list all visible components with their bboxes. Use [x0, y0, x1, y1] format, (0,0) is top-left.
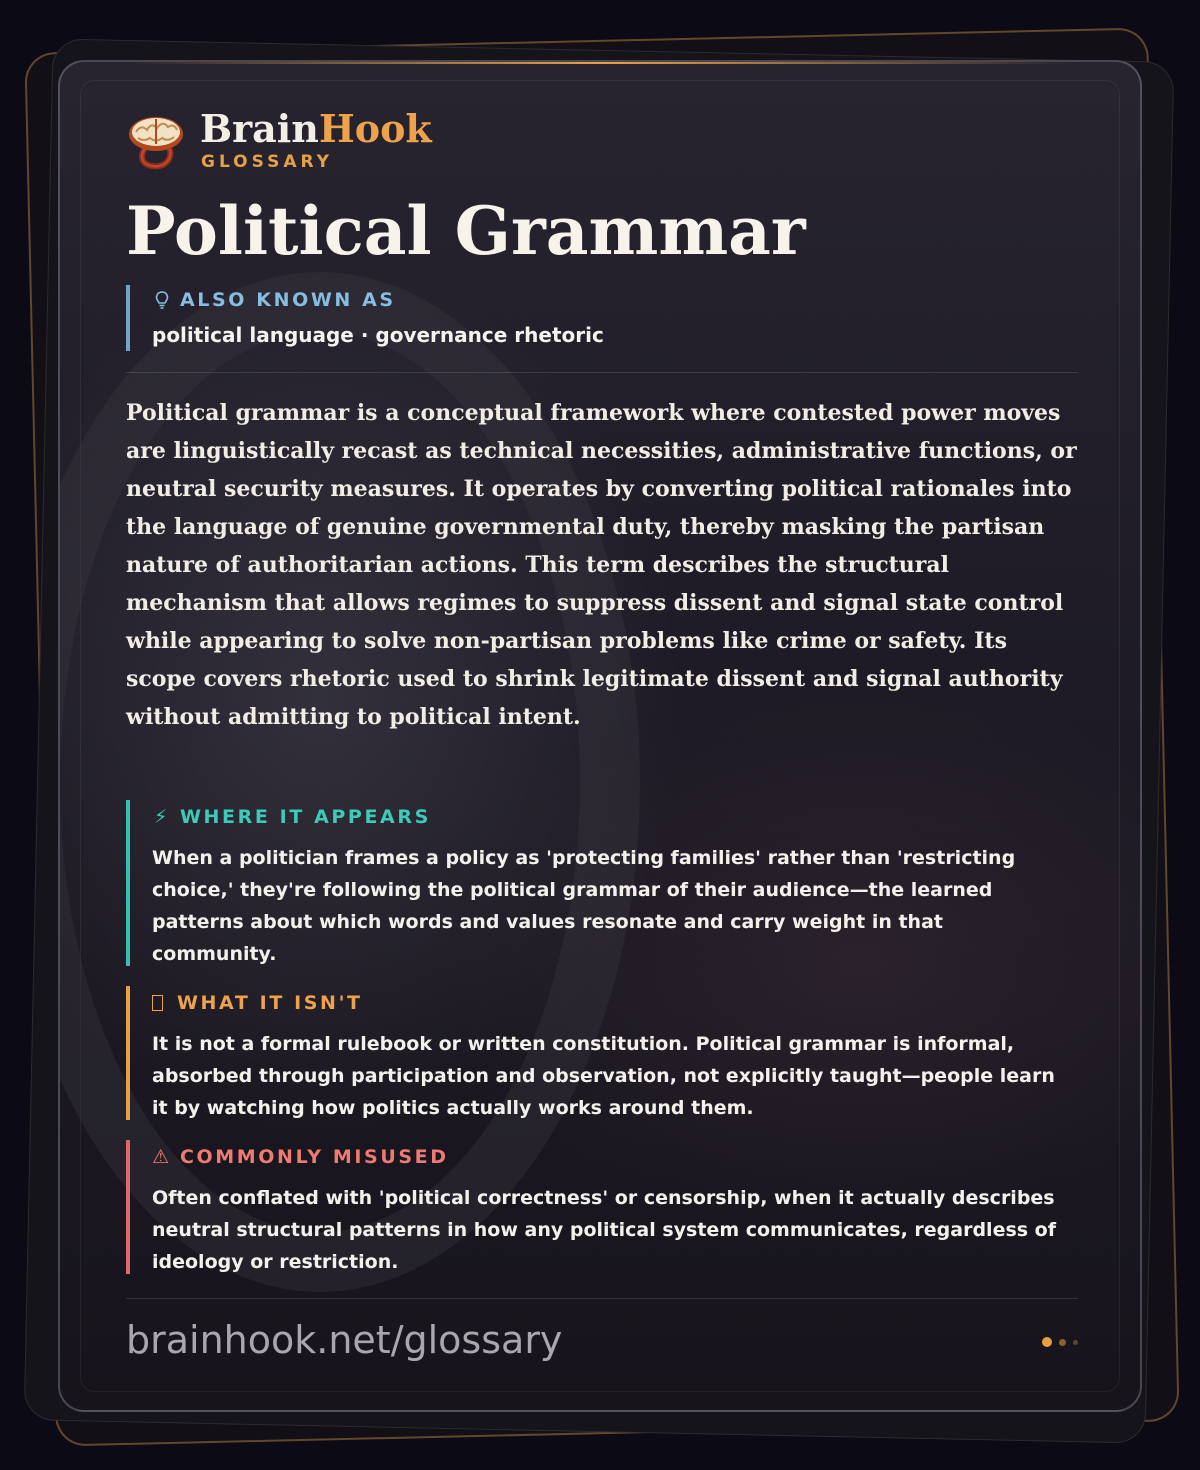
brand-name: [200, 106, 432, 151]
brand-name-hook: Hook: [318, 106, 432, 151]
where-it-appears-heading-row: [152, 806, 1072, 828]
brand-name-brain: Brain: [200, 106, 319, 151]
lightbulb-icon: [152, 290, 172, 310]
also-known-as-text: political language · governance rhetoric: [152, 323, 604, 347]
missing-glyph-icon: [152, 995, 163, 1011]
what-it-isnt-heading-row: [152, 992, 1072, 1014]
lightning-icon: ⚡: [154, 806, 170, 828]
what-it-isnt-section: [126, 986, 1072, 1120]
commonly-misused-text: Often conflated with 'political correctness' or censorship, when it actually describes neutral structural patterns in how any political system communicates, regardless of ideology or restriction.: [152, 1187, 1057, 1273]
card-top-accent: [130, 62, 1070, 64]
warning-icon: ⚠: [152, 1146, 172, 1168]
commonly-misused-heading-row: [152, 1146, 1072, 1168]
definition-text: Political grammar is a conceptual framework where contested power moves are linguistically recast as technical necessities, administrative functions, or neutral security measures. It operates by converting political rationales into the language of genuine governmental duty, thereby masking the partisan nature of authoritarian actions. This term describes the structural mechanism that allows regimes to suppress dissent and signal state control while appearing to solve non-partisan problems like crime or safety. Its scope covers rhetoric used to shrink legitimate dissent and signal authority without admitting to political intent.: [126, 400, 1077, 730]
dot-active: [1042, 1337, 1052, 1347]
commonly-misused-heading: COMMONLY MISUSED: [180, 1146, 449, 1168]
what-it-isnt-text: It is not a formal rulebook or written constitution. Political grammar is informal, absorbed through participation and observation, not explicitly taught—people learn it by watching how politics actually works around them.: [152, 1033, 1055, 1119]
brain-hook-logo-icon: [126, 110, 186, 170]
glossary-card: [58, 60, 1142, 1412]
also-known-as-heading: ALSO KNOWN AS: [180, 289, 396, 311]
term-title: Political Grammar: [126, 192, 806, 270]
where-it-appears-section: [126, 800, 1072, 966]
also-known-as-section: [126, 285, 1052, 351]
pagination-dots: [1042, 1337, 1078, 1347]
where-it-appears-text: When a politician frames a policy as 'protecting families' rather than 'restricting choice,' they're following the political grammar of their audience—the learned patterns about which words and values resonate and carry weight in that community.: [152, 847, 1016, 965]
what-it-isnt-heading: WHAT IT ISN'T: [177, 992, 363, 1014]
where-it-appears-heading: WHERE IT APPEARS: [180, 806, 431, 828]
commonly-misused-section: [126, 1140, 1072, 1274]
dot: [1073, 1340, 1078, 1345]
brand-subtitle: GLOSSARY: [201, 152, 333, 172]
footer-url[interactable]: brainhook.net/glossary: [126, 1318, 563, 1362]
header-divider: [126, 372, 1078, 373]
dot: [1059, 1339, 1066, 1346]
footer-divider: [126, 1298, 1078, 1299]
also-known-as-heading-row: [152, 289, 1052, 311]
